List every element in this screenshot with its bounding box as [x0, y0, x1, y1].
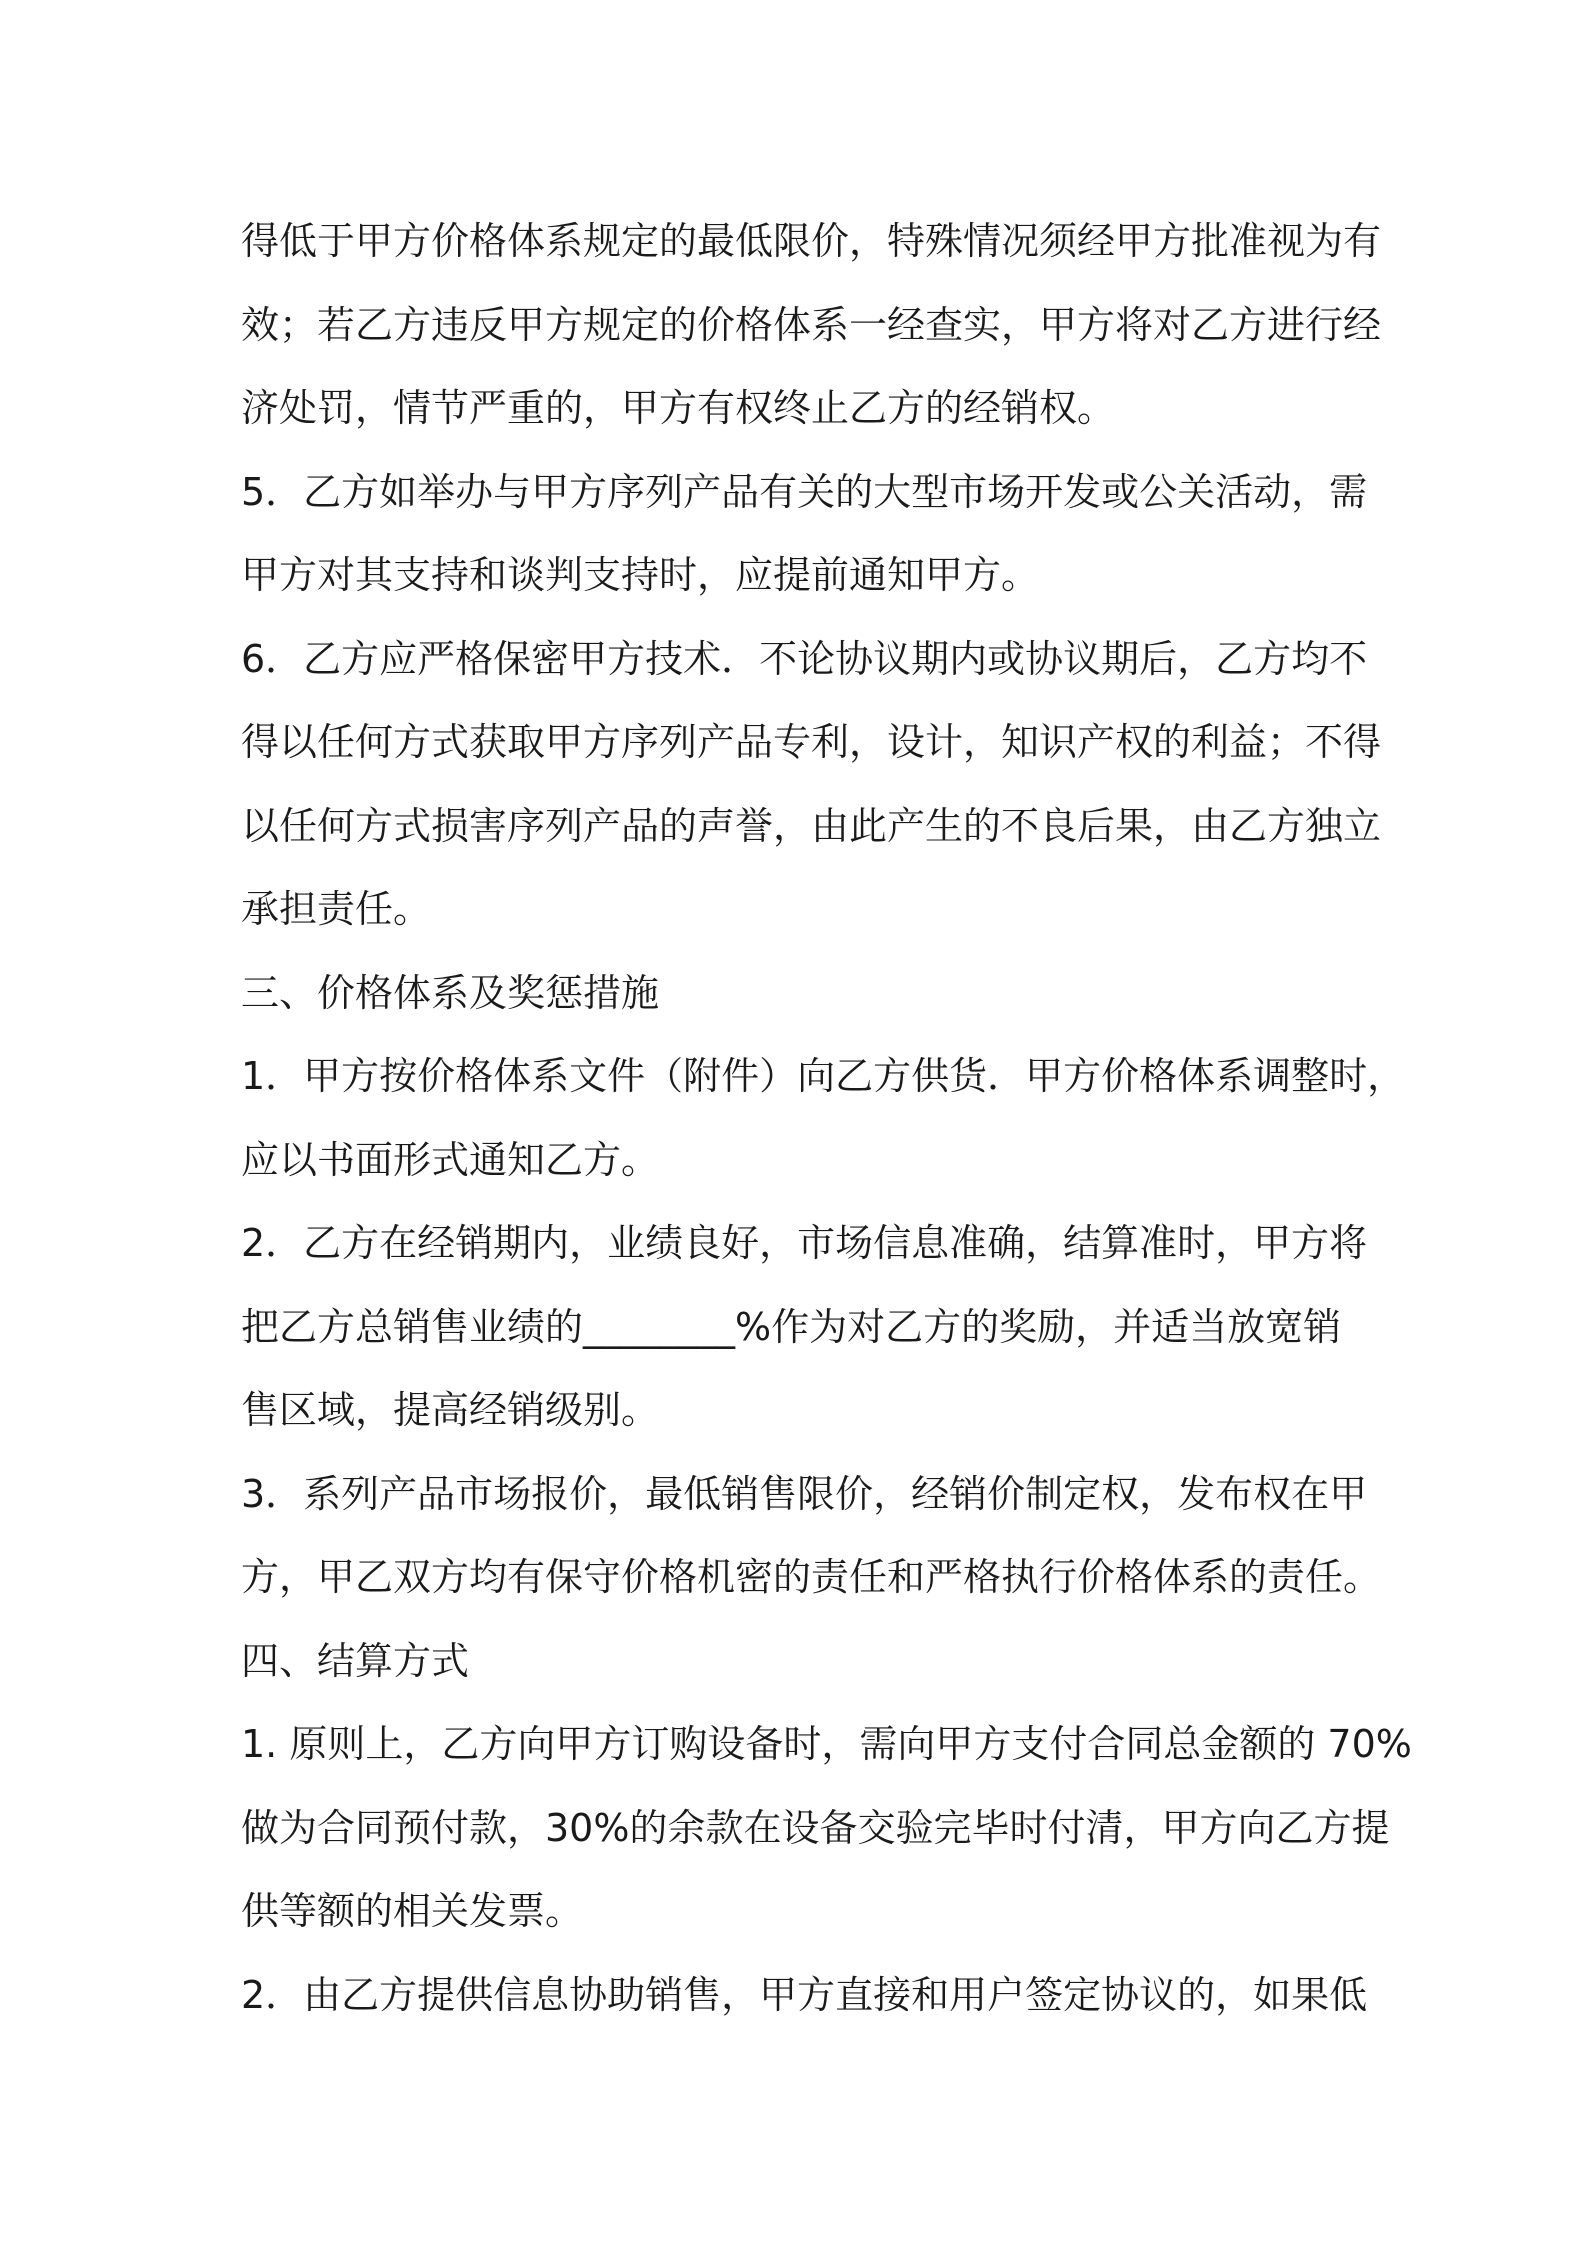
text-line-1: 得低于甲方价格体系规定的最低限价，特殊情况须经甲方批准视为有 [241, 219, 1382, 263]
section-3-heading: 三、价格体系及奖惩措施 [241, 970, 660, 1015]
section-4-clause-1-line-2: 做为合同预付款，30%的余款在设备交验完毕时付清，甲方向乙方提 [241, 1805, 1390, 1850]
clause-6-line-2: 得以任何方式获取甲方序列产品专利，设计，知识产权的利益；不得 [241, 720, 1382, 764]
clause-5-line-1: 5．乙方如举办与甲方序列产品有关的大型市场开发或公关活动，需 [241, 469, 1368, 514]
section-4-clause-1-line-3: 供等额的相关发票。 [241, 1889, 584, 1933]
section-4-clause-1-line-1: 1. 原则上，乙方向甲方订购设备时，需向甲方支付合同总金额的 70% [241, 1722, 1412, 1766]
section-3-clause-2-line-3: 售区域，提高经销级别。 [241, 1388, 660, 1432]
text-line-2: 效；若乙方违反甲方规定的价格体系一经查实，甲方将对乙方进行经 [241, 302, 1382, 347]
section-3-clause-3-line-1: 3．系列产品市场报价，最低销售限价，经销价制定权，发布权在甲 [241, 1471, 1368, 1516]
section-4-clause-2-line-1: 2．由乙方提供信息协助销售，甲方直接和用户签定协议的，如果低 [241, 1972, 1368, 2017]
text-line-3: 济处罚，情节严重的，甲方有权终止乙方的经销权。 [241, 386, 1116, 430]
section-3-clause-1-line-1: 1．甲方按价格体系文件（附件）向乙方供货．甲方价格体系调整时， [241, 1054, 1406, 1098]
clause-6-line-1: 6．乙方应严格保密甲方技术．不论协议期内或协议期后，乙方均不 [241, 636, 1368, 681]
section-3-clause-1-line-2: 应以书面形式通知乙方。 [241, 1137, 660, 1182]
section-3-clause-3-line-2: 方，甲乙双方均有保守价格机密的责任和严格执行价格体系的责任。 [241, 1555, 1382, 1599]
clause-6-line-3: 以任何方式损害序列产品的声誉，由此产生的不良后果，由乙方独立 [241, 803, 1382, 848]
clause-5-line-2: 甲方对其支持和谈判支持时，应提前通知甲方。 [241, 553, 1040, 597]
document-body [241, 200, 1412, 2037]
section-3-clause-2-line-1: 2．乙方在经销期内，业绩良好，市场信息准确，结算准时，甲方将 [241, 1221, 1368, 1265]
clause-6-line-4: 承担责任。 [241, 887, 432, 931]
section-4-heading: 四、结算方式 [241, 1638, 470, 1683]
section-3-clause-2-line-2: 把乙方总销售业绩的________%作为对乙方的奖励，并适当放宽销 [241, 1304, 1342, 1349]
